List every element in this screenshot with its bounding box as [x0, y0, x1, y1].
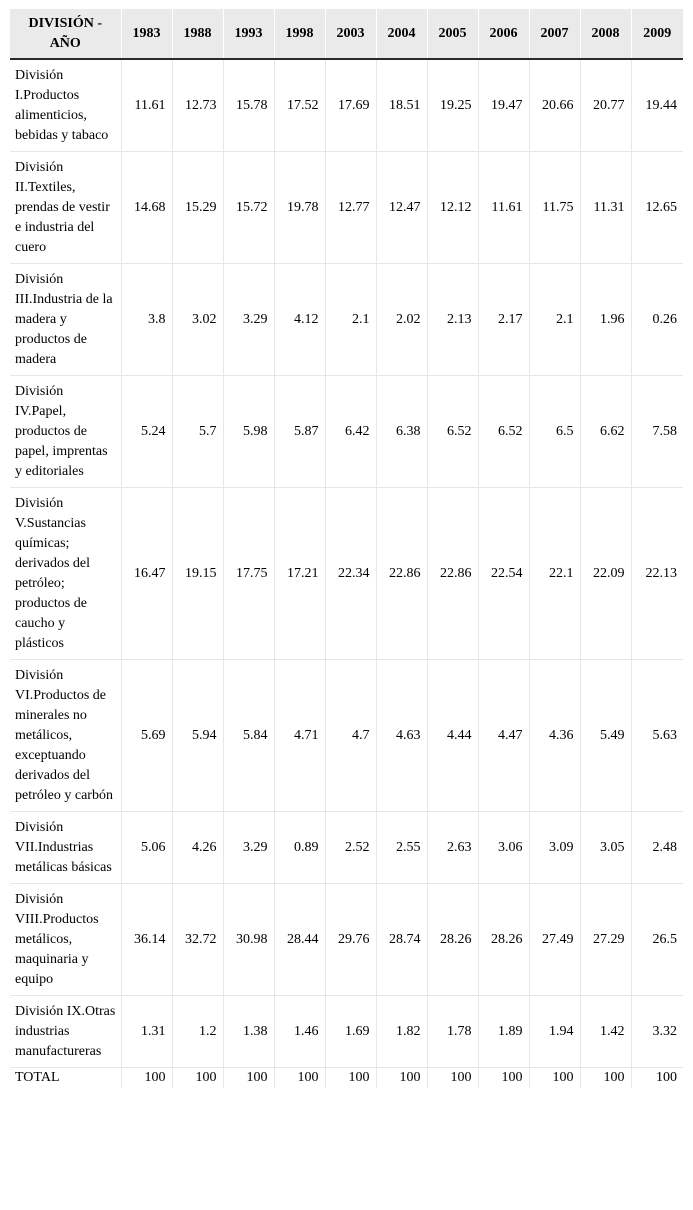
division-name-cell: División IX.Otras industrias manufactureras — [10, 996, 121, 1068]
column-header-year: 2005 — [427, 9, 478, 59]
table-row — [10, 488, 683, 660]
value-cell: 6.62 — [580, 376, 631, 488]
total-value-cell: 100 — [376, 1068, 427, 1089]
value-cell: 2.63 — [427, 812, 478, 884]
value-cell: 26.5 — [631, 884, 683, 996]
division-name-cell: División VIII.Productos metálicos, maquinaria y equipo — [10, 884, 121, 996]
value-cell: 28.26 — [478, 884, 529, 996]
column-header-year: 2007 — [529, 9, 580, 59]
table-row — [10, 884, 683, 996]
value-cell: 1.46 — [274, 996, 325, 1068]
value-cell: 19.44 — [631, 59, 683, 152]
value-cell: 5.84 — [223, 660, 274, 812]
value-cell: 2.1 — [529, 264, 580, 376]
value-cell: 11.61 — [478, 152, 529, 264]
value-cell: 22.54 — [478, 488, 529, 660]
value-cell: 17.69 — [325, 59, 376, 152]
division-name-cell: División VII.Industrias metálicas básicas — [10, 812, 121, 884]
value-cell: 19.25 — [427, 59, 478, 152]
value-cell: 6.52 — [478, 376, 529, 488]
value-cell: 1.69 — [325, 996, 376, 1068]
value-cell: 2.1 — [325, 264, 376, 376]
column-header-year: 1988 — [172, 9, 223, 59]
value-cell: 12.77 — [325, 152, 376, 264]
total-value-cell: 100 — [325, 1068, 376, 1089]
table-row — [10, 264, 683, 376]
total-value-cell: 100 — [427, 1068, 478, 1089]
table-row — [10, 996, 683, 1068]
value-cell: 3.29 — [223, 812, 274, 884]
value-cell: 1.82 — [376, 996, 427, 1068]
value-cell: 1.42 — [580, 996, 631, 1068]
value-cell: 1.38 — [223, 996, 274, 1068]
value-cell: 22.86 — [376, 488, 427, 660]
value-cell: 5.49 — [580, 660, 631, 812]
value-cell: 2.48 — [631, 812, 683, 884]
value-cell: 2.02 — [376, 264, 427, 376]
value-cell: 27.49 — [529, 884, 580, 996]
total-value-cell: 100 — [223, 1068, 274, 1089]
value-cell: 4.71 — [274, 660, 325, 812]
value-cell: 5.69 — [121, 660, 172, 812]
value-cell: 19.78 — [274, 152, 325, 264]
value-cell: 3.32 — [631, 996, 683, 1068]
value-cell: 6.42 — [325, 376, 376, 488]
total-value-cell: 100 — [478, 1068, 529, 1089]
value-cell: 32.72 — [172, 884, 223, 996]
total-value-cell: 100 — [631, 1068, 683, 1089]
value-cell: 18.51 — [376, 59, 427, 152]
total-value-cell: 100 — [121, 1068, 172, 1089]
column-header-year: 1993 — [223, 9, 274, 59]
value-cell: 29.76 — [325, 884, 376, 996]
value-cell: 16.47 — [121, 488, 172, 660]
value-cell: 28.26 — [427, 884, 478, 996]
header-row — [10, 9, 683, 59]
value-cell: 22.34 — [325, 488, 376, 660]
value-cell: 30.98 — [223, 884, 274, 996]
value-cell: 6.38 — [376, 376, 427, 488]
value-cell: 3.09 — [529, 812, 580, 884]
value-cell: 4.12 — [274, 264, 325, 376]
value-cell: 4.44 — [427, 660, 478, 812]
value-cell: 2.17 — [478, 264, 529, 376]
value-cell: 22.13 — [631, 488, 683, 660]
value-cell: 1.96 — [580, 264, 631, 376]
column-header-year: 1983 — [121, 9, 172, 59]
value-cell: 1.78 — [427, 996, 478, 1068]
value-cell: 1.89 — [478, 996, 529, 1068]
value-cell: 5.7 — [172, 376, 223, 488]
table-row — [10, 152, 683, 264]
value-cell: 3.02 — [172, 264, 223, 376]
value-cell: 22.1 — [529, 488, 580, 660]
column-header-year: 1998 — [274, 9, 325, 59]
division-name-cell: División VI.Productos de minerales no metálicos, exceptuando derivados del petróleo y carbón — [10, 660, 121, 812]
value-cell: 4.26 — [172, 812, 223, 884]
value-cell: 28.74 — [376, 884, 427, 996]
value-cell: 17.52 — [274, 59, 325, 152]
value-cell: 12.73 — [172, 59, 223, 152]
value-cell: 4.63 — [376, 660, 427, 812]
column-header-year: 2006 — [478, 9, 529, 59]
value-cell: 12.65 — [631, 152, 683, 264]
total-value-cell: 100 — [172, 1068, 223, 1089]
value-cell: 7.58 — [631, 376, 683, 488]
table-body — [10, 59, 683, 1088]
value-cell: 5.94 — [172, 660, 223, 812]
total-row — [10, 1068, 683, 1089]
value-cell: 11.31 — [580, 152, 631, 264]
division-name-cell: División II.Textiles, prendas de vestir e industria del cuero — [10, 152, 121, 264]
column-header-year: 2003 — [325, 9, 376, 59]
table-row — [10, 59, 683, 152]
value-cell: 3.8 — [121, 264, 172, 376]
value-cell: 0.26 — [631, 264, 683, 376]
total-value-cell: 100 — [274, 1068, 325, 1089]
division-name-cell: División IV.Papel, productos de papel, imprentas y editoriales — [10, 376, 121, 488]
value-cell: 4.47 — [478, 660, 529, 812]
value-cell: 2.55 — [376, 812, 427, 884]
value-cell: 5.87 — [274, 376, 325, 488]
column-header-division: DIVISIÓN - AÑO — [10, 9, 121, 59]
total-value-cell: 100 — [580, 1068, 631, 1089]
table-row — [10, 376, 683, 488]
division-name-cell: División I.Productos alimenticios, bebidas y tabaco — [10, 59, 121, 152]
manufacturing-divisions-table — [10, 9, 683, 1088]
value-cell: 4.7 — [325, 660, 376, 812]
table-row — [10, 660, 683, 812]
value-cell: 27.29 — [580, 884, 631, 996]
value-cell: 17.21 — [274, 488, 325, 660]
value-cell: 36.14 — [121, 884, 172, 996]
value-cell: 6.52 — [427, 376, 478, 488]
value-cell: 15.78 — [223, 59, 274, 152]
value-cell: 6.5 — [529, 376, 580, 488]
table-row — [10, 812, 683, 884]
value-cell: 19.47 — [478, 59, 529, 152]
value-cell: 5.98 — [223, 376, 274, 488]
value-cell: 14.68 — [121, 152, 172, 264]
value-cell: 12.47 — [376, 152, 427, 264]
value-cell: 22.09 — [580, 488, 631, 660]
value-cell: 22.86 — [427, 488, 478, 660]
value-cell: 4.36 — [529, 660, 580, 812]
value-cell: 2.52 — [325, 812, 376, 884]
division-name-cell: División III.Industria de la madera y productos de madera — [10, 264, 121, 376]
value-cell: 1.31 — [121, 996, 172, 1068]
column-header-year: 2009 — [631, 9, 683, 59]
value-cell: 28.44 — [274, 884, 325, 996]
value-cell: 11.61 — [121, 59, 172, 152]
division-name-cell: División V.Sustancias químicas; derivados del petróleo; productos de caucho y plásticos — [10, 488, 121, 660]
value-cell: 17.75 — [223, 488, 274, 660]
total-label: TOTAL — [15, 1070, 60, 1085]
total-value-cell: 100 — [529, 1068, 580, 1089]
value-cell: 15.29 — [172, 152, 223, 264]
value-cell: 5.06 — [121, 812, 172, 884]
value-cell: 5.24 — [121, 376, 172, 488]
value-cell: 1.94 — [529, 996, 580, 1068]
value-cell: 19.15 — [172, 488, 223, 660]
column-header-year: 2008 — [580, 9, 631, 59]
value-cell: 12.12 — [427, 152, 478, 264]
value-cell: 20.77 — [580, 59, 631, 152]
value-cell: 3.29 — [223, 264, 274, 376]
value-cell: 1.2 — [172, 996, 223, 1068]
value-cell: 3.05 — [580, 812, 631, 884]
value-cell: 15.72 — [223, 152, 274, 264]
value-cell: 0.89 — [274, 812, 325, 884]
value-cell: 5.63 — [631, 660, 683, 812]
value-cell: 3.06 — [478, 812, 529, 884]
value-cell: 20.66 — [529, 59, 580, 152]
value-cell: 11.75 — [529, 152, 580, 264]
column-header-year: 2004 — [376, 9, 427, 59]
value-cell: 2.13 — [427, 264, 478, 376]
